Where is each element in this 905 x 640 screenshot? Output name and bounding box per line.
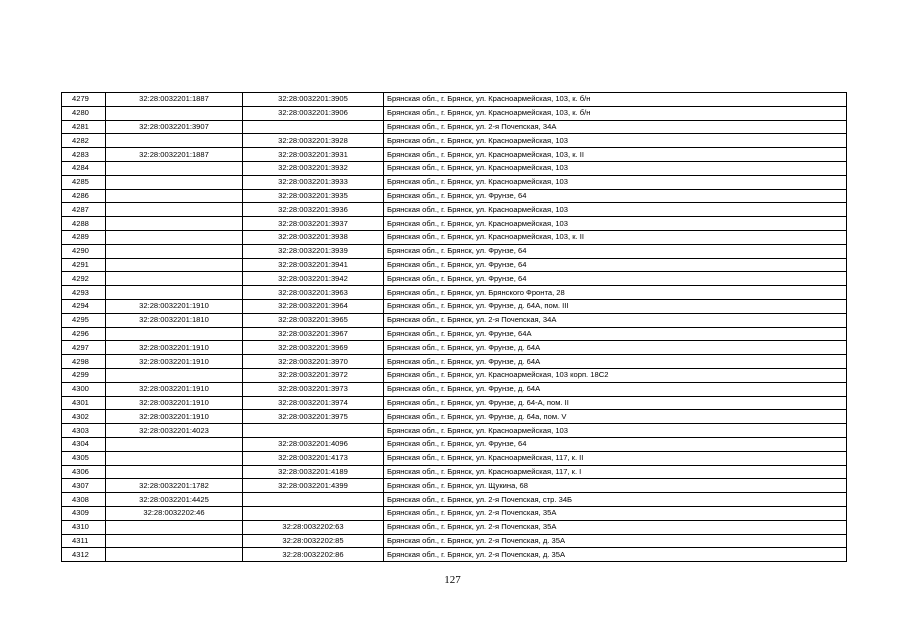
cadastral-table — [61, 92, 847, 562]
row-number-cell: 4293 — [62, 286, 106, 300]
address-cell: Брянская обл., г. Брянск, ул. Красноармейская, 103 — [384, 424, 847, 438]
parent-cadastral-number-cell — [106, 548, 243, 562]
cadastral-number-cell: 32:28:0032201:3906 — [243, 106, 384, 120]
table-row — [62, 93, 847, 107]
parent-cadastral-number-cell: 32:28:0032202:46 — [106, 506, 243, 520]
address-cell: Брянская обл., г. Брянск, ул. Красноармейская, 117, к. I — [384, 465, 847, 479]
row-number-cell: 4302 — [62, 410, 106, 424]
parent-cadastral-number-cell: 32:28:0032201:1910 — [106, 382, 243, 396]
parent-cadastral-number-cell: 32:28:0032201:1887 — [106, 148, 243, 162]
cadastral-number-cell — [243, 493, 384, 507]
table-row — [62, 286, 847, 300]
parent-cadastral-number-cell — [106, 465, 243, 479]
row-number-cell: 4279 — [62, 93, 106, 107]
row-number-cell: 4303 — [62, 424, 106, 438]
table-row — [62, 272, 847, 286]
parent-cadastral-number-cell — [106, 258, 243, 272]
cadastral-number-cell: 32:28:0032201:3967 — [243, 327, 384, 341]
parent-cadastral-number-cell: 32:28:0032201:1810 — [106, 313, 243, 327]
cadastral-number-cell: 32:28:0032201:4096 — [243, 437, 384, 451]
parent-cadastral-number-cell — [106, 244, 243, 258]
parent-cadastral-number-cell: 32:28:0032201:1910 — [106, 299, 243, 313]
row-number-cell: 4304 — [62, 437, 106, 451]
table-row — [62, 368, 847, 382]
address-cell: Брянская обл., г. Брянск, ул. 2-я Почепская, 34А — [384, 313, 847, 327]
table-row — [62, 424, 847, 438]
parent-cadastral-number-cell — [106, 451, 243, 465]
cadastral-number-cell: 32:28:0032202:85 — [243, 534, 384, 548]
cadastral-number-cell: 32:28:0032201:3941 — [243, 258, 384, 272]
parent-cadastral-number-cell: 32:28:0032201:1910 — [106, 396, 243, 410]
address-cell: Брянская обл., г. Брянск, ул. Фрунзе, 64 — [384, 258, 847, 272]
parent-cadastral-number-cell: 32:28:0032201:1910 — [106, 355, 243, 369]
address-cell: Брянская обл., г. Брянск, ул. Брянского Фронта, 28 — [384, 286, 847, 300]
cadastral-number-cell: 32:28:0032201:3939 — [243, 244, 384, 258]
parent-cadastral-number-cell — [106, 189, 243, 203]
cadastral-number-cell: 32:28:0032201:3974 — [243, 396, 384, 410]
address-cell: Брянская обл., г. Брянск, ул. 2-я Почепская, стр. 34Б — [384, 493, 847, 507]
row-number-cell: 4301 — [62, 396, 106, 410]
parent-cadastral-number-cell: 32:28:0032201:3907 — [106, 120, 243, 134]
parent-cadastral-number-cell — [106, 217, 243, 231]
address-cell: Брянская обл., г. Брянск, ул. Фрунзе, 64 — [384, 437, 847, 451]
row-number-cell: 4285 — [62, 175, 106, 189]
row-number-cell: 4286 — [62, 189, 106, 203]
address-cell: Брянская обл., г. Брянск, ул. Красноармейская, 103 — [384, 134, 847, 148]
table-row — [62, 203, 847, 217]
address-cell: Брянская обл., г. Брянск, ул. 2-я Почепская, 34А — [384, 120, 847, 134]
table-row — [62, 313, 847, 327]
row-number-cell: 4309 — [62, 506, 106, 520]
address-cell: Брянская обл., г. Брянск, ул. Фрунзе, д. 64-А, пом. II — [384, 396, 847, 410]
address-cell: Брянская обл., г. Брянск, ул. Фрунзе, 64 — [384, 272, 847, 286]
address-cell: Брянская обл., г. Брянск, ул. Красноармейская, 103 — [384, 161, 847, 175]
cadastral-number-cell — [243, 506, 384, 520]
row-number-cell: 4308 — [62, 493, 106, 507]
cadastral-number-cell: 32:28:0032201:3964 — [243, 299, 384, 313]
cadastral-number-cell: 32:28:0032201:3965 — [243, 313, 384, 327]
cadastral-number-cell: 32:28:0032201:3970 — [243, 355, 384, 369]
table-row — [62, 465, 847, 479]
cadastral-number-cell: 32:28:0032201:3972 — [243, 368, 384, 382]
table-row — [62, 244, 847, 258]
parent-cadastral-number-cell: 32:28:0032201:1782 — [106, 479, 243, 493]
table-row — [62, 106, 847, 120]
table-row — [62, 479, 847, 493]
table-row — [62, 355, 847, 369]
address-cell: Брянская обл., г. Брянск, ул. Фрунзе, 64 — [384, 244, 847, 258]
cadastral-number-cell: 32:28:0032201:3936 — [243, 203, 384, 217]
cadastral-number-cell: 32:28:0032201:3935 — [243, 189, 384, 203]
address-cell: Брянская обл., г. Брянск, ул. Фрунзе, 64 — [384, 189, 847, 203]
parent-cadastral-number-cell — [106, 520, 243, 534]
address-cell: Брянская обл., г. Брянск, ул. Фрунзе, д. 64А — [384, 341, 847, 355]
parent-cadastral-number-cell — [106, 203, 243, 217]
address-cell: Брянская обл., г. Брянск, ул. Фрунзе, д. 64А, пом. III — [384, 299, 847, 313]
cadastral-number-cell — [243, 120, 384, 134]
parent-cadastral-number-cell: 32:28:0032201:1887 — [106, 93, 243, 107]
table-row — [62, 520, 847, 534]
table-row — [62, 299, 847, 313]
table-row — [62, 148, 847, 162]
cadastral-number-cell: 32:28:0032201:3963 — [243, 286, 384, 300]
table-row — [62, 437, 847, 451]
cadastral-number-cell: 32:28:0032201:3969 — [243, 341, 384, 355]
table-row — [62, 451, 847, 465]
address-cell: Брянская обл., г. Брянск, ул. Красноармейская, 103 — [384, 175, 847, 189]
parent-cadastral-number-cell — [106, 368, 243, 382]
table-row — [62, 396, 847, 410]
address-cell: Брянская обл., г. Брянск, ул. Красноармейская, 103 корп. 18С2 — [384, 368, 847, 382]
table-row — [62, 189, 847, 203]
row-number-cell: 4294 — [62, 299, 106, 313]
cadastral-number-cell: 32:28:0032202:86 — [243, 548, 384, 562]
address-cell: Брянская обл., г. Брянск, ул. Красноармейская, 103, к. б/н — [384, 93, 847, 107]
parent-cadastral-number-cell: 32:28:0032201:1910 — [106, 410, 243, 424]
row-number-cell: 4310 — [62, 520, 106, 534]
cadastral-number-cell: 32:28:0032201:3933 — [243, 175, 384, 189]
address-cell: Брянская обл., г. Брянск, ул. Фрунзе, д. 64а, пом. V — [384, 410, 847, 424]
address-cell: Брянская обл., г. Брянск, ул. Фрунзе, д. 64А — [384, 355, 847, 369]
row-number-cell: 4300 — [62, 382, 106, 396]
parent-cadastral-number-cell — [106, 437, 243, 451]
table-row — [62, 382, 847, 396]
parent-cadastral-number-cell — [106, 272, 243, 286]
row-number-cell: 4298 — [62, 355, 106, 369]
address-cell: Брянская обл., г. Брянск, ул. Красноармейская, 103, к. II — [384, 148, 847, 162]
table-row — [62, 175, 847, 189]
row-number-cell: 4297 — [62, 341, 106, 355]
cadastral-number-cell: 32:28:0032201:3973 — [243, 382, 384, 396]
table-row — [62, 134, 847, 148]
parent-cadastral-number-cell — [106, 286, 243, 300]
parent-cadastral-number-cell: 32:28:0032201:4023 — [106, 424, 243, 438]
cadastral-number-cell: 32:28:0032201:3942 — [243, 272, 384, 286]
row-number-cell: 4296 — [62, 327, 106, 341]
address-cell: Брянская обл., г. Брянск, ул. 2-я Почепская, д. 35А — [384, 534, 847, 548]
cadastral-number-cell — [243, 424, 384, 438]
cadastral-number-cell: 32:28:0032201:3938 — [243, 230, 384, 244]
cadastral-number-cell: 32:28:0032201:3975 — [243, 410, 384, 424]
address-cell: Брянская обл., г. Брянск, ул. Красноармейская, 103 — [384, 203, 847, 217]
table-row — [62, 120, 847, 134]
parent-cadastral-number-cell — [106, 134, 243, 148]
address-cell: Брянская обл., г. Брянск, ул. 2-я Почепская, 35А — [384, 506, 847, 520]
cadastral-number-cell: 32:28:0032201:3928 — [243, 134, 384, 148]
table-row — [62, 217, 847, 231]
table-row — [62, 548, 847, 562]
cadastral-number-cell: 32:28:0032201:4173 — [243, 451, 384, 465]
row-number-cell: 4305 — [62, 451, 106, 465]
parent-cadastral-number-cell — [106, 327, 243, 341]
table-row — [62, 506, 847, 520]
row-number-cell: 4284 — [62, 161, 106, 175]
row-number-cell: 4281 — [62, 120, 106, 134]
parent-cadastral-number-cell — [106, 534, 243, 548]
table-row — [62, 341, 847, 355]
parent-cadastral-number-cell — [106, 106, 243, 120]
row-number-cell: 4306 — [62, 465, 106, 479]
row-number-cell: 4299 — [62, 368, 106, 382]
parent-cadastral-number-cell: 32:28:0032201:4425 — [106, 493, 243, 507]
parent-cadastral-number-cell — [106, 161, 243, 175]
address-cell: Брянская обл., г. Брянск, ул. 2-я Почепская, д. 35А — [384, 548, 847, 562]
row-number-cell: 4288 — [62, 217, 106, 231]
parent-cadastral-number-cell: 32:28:0032201:1910 — [106, 341, 243, 355]
address-cell: Брянская обл., г. Брянск, ул. Щукина, 68 — [384, 479, 847, 493]
row-number-cell: 4280 — [62, 106, 106, 120]
table-row — [62, 258, 847, 272]
row-number-cell: 4292 — [62, 272, 106, 286]
table-row — [62, 161, 847, 175]
row-number-cell: 4290 — [62, 244, 106, 258]
address-cell: Брянская обл., г. Брянск, ул. Фрунзе, д. 64А — [384, 382, 847, 396]
table-row — [62, 327, 847, 341]
address-cell: Брянская обл., г. Брянск, ул. 2-я Почепская, 35А — [384, 520, 847, 534]
table-row — [62, 534, 847, 548]
row-number-cell: 4287 — [62, 203, 106, 217]
cadastral-number-cell: 32:28:0032202:63 — [243, 520, 384, 534]
cadastral-number-cell: 32:28:0032201:3931 — [243, 148, 384, 162]
cadastral-number-cell: 32:28:0032201:4189 — [243, 465, 384, 479]
table-row — [62, 230, 847, 244]
cadastral-number-cell: 32:28:0032201:3932 — [243, 161, 384, 175]
table-row — [62, 410, 847, 424]
address-cell: Брянская обл., г. Брянск, ул. Красноармейская, 103 — [384, 217, 847, 231]
table-body — [62, 93, 847, 562]
row-number-cell: 4291 — [62, 258, 106, 272]
row-number-cell: 4282 — [62, 134, 106, 148]
row-number-cell: 4295 — [62, 313, 106, 327]
cadastral-number-cell: 32:28:0032201:4399 — [243, 479, 384, 493]
row-number-cell: 4289 — [62, 230, 106, 244]
cadastral-number-cell: 32:28:0032201:3905 — [243, 93, 384, 107]
cadastral-number-cell: 32:28:0032201:3937 — [243, 217, 384, 231]
row-number-cell: 4311 — [62, 534, 106, 548]
table-row — [62, 493, 847, 507]
parent-cadastral-number-cell — [106, 230, 243, 244]
parent-cadastral-number-cell — [106, 175, 243, 189]
row-number-cell: 4312 — [62, 548, 106, 562]
page-number: 127 — [444, 574, 461, 586]
address-cell: Брянская обл., г. Брянск, ул. Фрунзе, 64А — [384, 327, 847, 341]
address-cell: Брянская обл., г. Брянск, ул. Красноармейская, 103, к. б/н — [384, 106, 847, 120]
address-cell: Брянская обл., г. Брянск, ул. Красноармейская, 117, к. II — [384, 451, 847, 465]
row-number-cell: 4283 — [62, 148, 106, 162]
address-cell: Брянская обл., г. Брянск, ул. Красноармейская, 103, к. II — [384, 230, 847, 244]
row-number-cell: 4307 — [62, 479, 106, 493]
